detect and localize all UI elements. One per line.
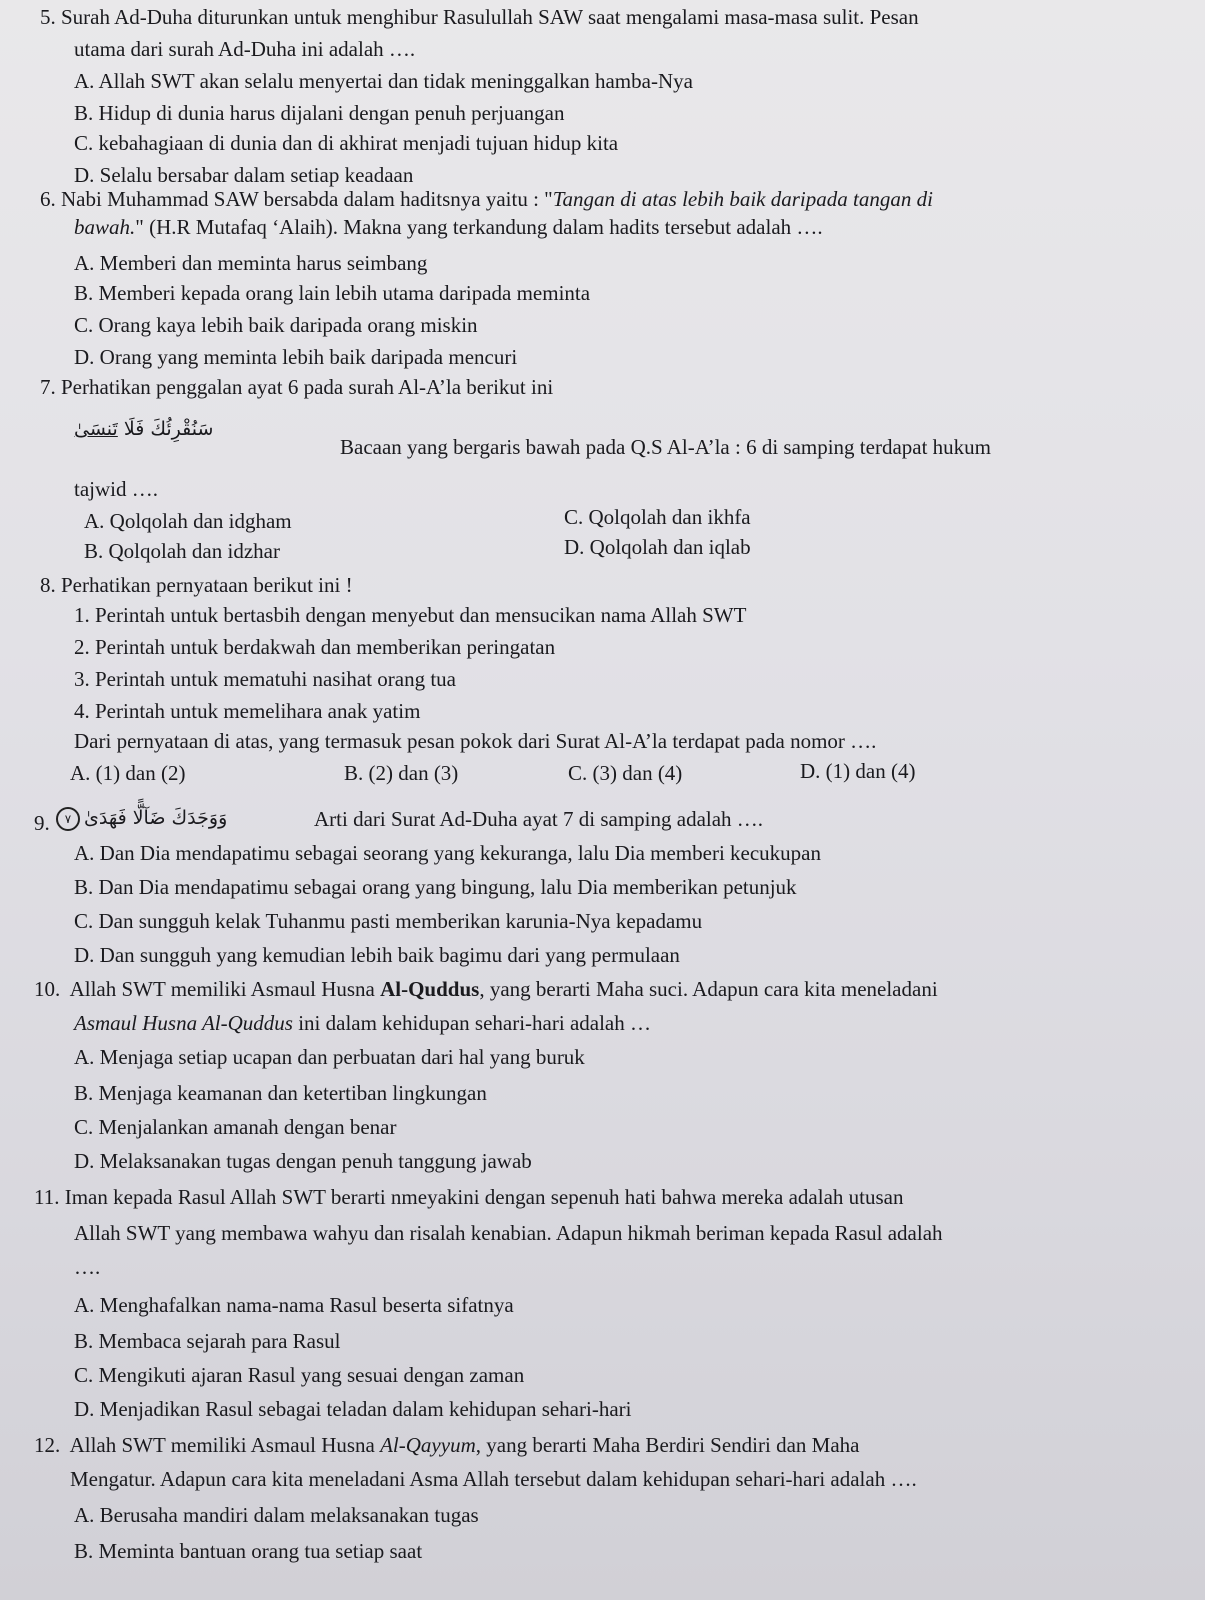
q6-hadith-italic-1: Tangan di atas lebih baik daripada tangan di: [552, 187, 933, 211]
q10-option-d: D. Melaksanakan tugas dengan penuh tanggung jawab: [74, 1149, 532, 1173]
q5-option-b: B. Hidup di dunia harus dijalani dengan penuh perjuangan: [74, 101, 565, 125]
q6-line-1: [40, 186, 933, 212]
q7-arabic-verse: [74, 416, 213, 442]
q8-option-c: C. (3) dan (4): [568, 761, 683, 785]
q11-option-a: A. Menghafalkan nama-nama Rasul beserta sifatnya: [74, 1293, 514, 1317]
q9-line-1: Arti dari Surat Ad-Duha ayat 7 di samping adalah ….: [314, 807, 764, 831]
q11-line-2: Allah SWT yang membawa wahyu dan risalah kenabian. Adapun hikmah beriman kepada Rasul adalah: [74, 1221, 943, 1245]
q12-option-b: B. Meminta bantuan orang tua setiap saat: [74, 1539, 423, 1563]
q7-option-c: C. Qolqolah dan ikhfa: [564, 505, 751, 529]
q6-option-b: B. Memberi kepada orang lain lebih utama daripada meminta: [74, 281, 591, 305]
q11-option-d: D. Menjadikan Rasul sebagai teladan dalam kehidupan sehari-hari: [74, 1397, 632, 1421]
q12-option-a: A. Berusaha mandiri dalam melaksanakan tugas: [74, 1503, 479, 1527]
q9-arabic-text: وَوَجَدَكَ ضَآلًّا فَهَدَىٰ: [84, 807, 228, 829]
q10-option-c: C. Menjalankan amanah dengan benar: [74, 1115, 397, 1139]
q5-line-1: 5. Surah Ad-Duha diturunkan untuk menghibur Rasulullah SAW saat mengalami masa-masa sulit. Pesan: [40, 5, 919, 29]
q10-text-pre: Allah SWT memiliki Asmaul Husna: [69, 977, 381, 1001]
q12-italic-name: Al-Qayyum: [380, 1433, 476, 1457]
q7-option-b: B. Qolqolah dan idzhar: [84, 539, 280, 563]
q8-line-2: Dari pernyataan di atas, yang termasuk pesan pokok dari Surat Al-A’la terdapat pada nomor ….: [74, 729, 877, 753]
q10-text-post: , yang berarti Maha suci. Adapun cara kita meneladani: [479, 977, 938, 1001]
q11-option-b: B. Membaca sejarah para Rasul: [74, 1329, 341, 1353]
q8-option-a: A. (1) dan (2): [70, 761, 186, 785]
q6-number: 6.: [40, 187, 56, 211]
q7-option-d: D. Qolqolah dan iqlab: [564, 535, 751, 559]
q7-arabic-part-2: فَلَا: [117, 418, 145, 440]
q10-line-2-post: ini dalam kehidupan sehari-hari adalah …: [292, 1011, 651, 1035]
q6-hadith-italic-2: bawah.: [74, 215, 136, 239]
q8-statement-4: 4. Perintah untuk memelihara anak yatim: [74, 699, 421, 723]
q6-option-a: A. Memberi dan meminta harus seimbang: [74, 251, 428, 275]
q9-option-b: B. Dan Dia mendapatimu sebagai orang yang bingung, lalu Dia memberikan petunjuk: [74, 875, 797, 899]
q9-option-c: C. Dan sungguh kelak Tuhanmu pasti memberikan karunia-Nya kepadamu: [74, 909, 703, 933]
q10-option-b: B. Menjaga keamanan dan ketertiban lingkungan: [74, 1081, 487, 1105]
q6-text-post: " (H.R Mutafaq ‘Alaih). Makna yang terkandung dalam hadits tersebut adalah ….: [135, 215, 823, 239]
q12-text-post: , yang berarti Maha Berdiri Sendiri dan Maha: [475, 1433, 860, 1457]
q9-option-d: D. Dan sungguh yang kemudian lebih baik bagimu dari yang permulaan: [74, 943, 680, 967]
q10-bold-name: Al-Quddus: [380, 977, 480, 1001]
q12-number: 12.: [34, 1433, 61, 1457]
q12-text-pre: Allah SWT memiliki Asmaul Husna: [69, 1433, 381, 1457]
q6-text-pre: Nabi Muhammad SAW bersabda dalam haditsnya yaitu : ": [61, 187, 553, 211]
q8-option-b: B. (2) dan (3): [344, 761, 459, 785]
q7-arabic-part-1: سَنُقْرِئُكَ: [144, 418, 214, 440]
q7-line-1: 7. Perhatikan penggalan ayat 6 pada surah Al-A’la berikut ini: [40, 375, 554, 399]
q10-option-a: A. Menjaga setiap ucapan dan perbuatan dari hal yang buruk: [74, 1045, 585, 1069]
q7-line-3: tajwid ….: [74, 477, 158, 501]
q9-arabic-verse: [56, 804, 227, 831]
q10-italic-name: Asmaul Husna Al-Quddus: [74, 1011, 293, 1035]
q8-statement-1: 1. Perintah untuk bertasbih dengan menyebut dan mensucikan nama Allah SWT: [74, 603, 747, 627]
q11-line-3: ….: [74, 1255, 101, 1279]
q7-arabic-underlined: تَنسَىٰ: [74, 418, 118, 440]
q12-line-2: Mengatur. Adapun cara kita meneladani Asma Allah tersebut dalam kehidupan sehari-hari adalah ….: [70, 1467, 917, 1491]
q7-option-a: A. Qolqolah dan idgham: [84, 509, 292, 533]
q11-option-c: C. Mengikuti ajaran Rasul yang sesuai dengan zaman: [74, 1363, 525, 1387]
q10-number: 10.: [34, 977, 61, 1001]
q5-option-c: C. kebahagiaan di dunia dan di akhirat menjadi tujuan hidup kita: [74, 131, 619, 155]
q8-statement-3: 3. Perintah untuk mematuhi nasihat orang tua: [74, 667, 456, 691]
q7-line-2: Bacaan yang bergaris bawah pada Q.S Al-A’la : 6 di samping terdapat hukum: [340, 435, 992, 459]
q12-line-1: [34, 1432, 859, 1458]
q6-option-d: D. Orang yang meminta lebih baik daripada mencuri: [74, 345, 518, 369]
q9-option-a: A. Dan Dia mendapatimu sebagai seorang yang kekuranga, lalu Dia memberi kecukupan: [74, 841, 821, 865]
q10-line-2: [74, 1010, 651, 1036]
q6-line-2: [74, 214, 823, 240]
q11-line-1: 11. Iman kepada Rasul Allah SWT berarti nmeyakini dengan sepenuh hati bahwa mereka adalah utusan: [34, 1185, 904, 1209]
q8-line-1: 8. Perhatikan pernyataan berikut ini !: [40, 573, 353, 597]
q9-number: 9.: [34, 811, 50, 835]
q5-option-a: A. Allah SWT akan selalu menyertai dan tidak meninggalkan hamba-Nya: [74, 69, 693, 93]
q5-line-2: utama dari surah Ad-Duha ini adalah ….: [74, 37, 416, 61]
ayah-number-marker: ٧: [56, 807, 80, 831]
q8-statement-2: 2. Perintah untuk berdakwah dan memberikan peringatan: [74, 635, 556, 659]
q10-line-1: [34, 976, 938, 1002]
q8-option-d: D. (1) dan (4): [800, 759, 916, 783]
q6-option-c: C. Orang kaya lebih baik daripada orang miskin: [74, 313, 478, 337]
q5-option-d: D. Selalu bersabar dalam setiap keadaan: [74, 163, 414, 187]
